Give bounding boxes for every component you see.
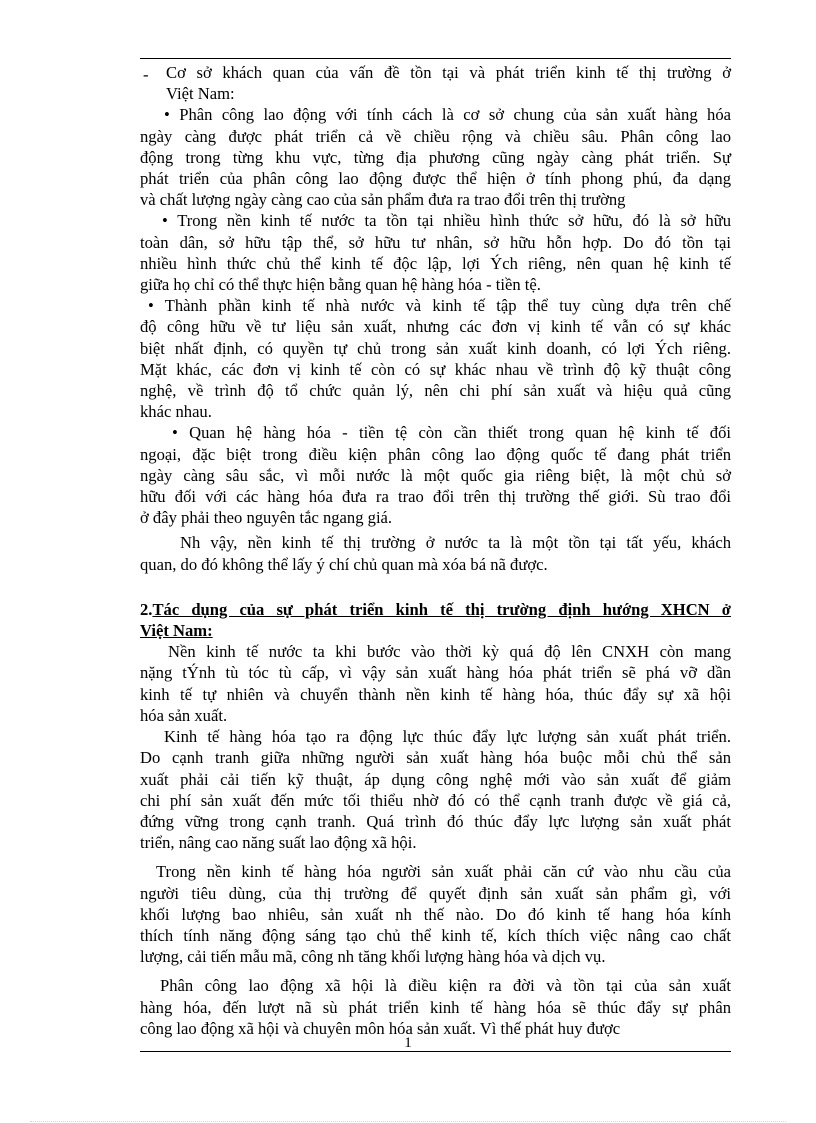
paragraph-line: Phân công lao động xã hội là điều kiện ra đời và tồn tại của sản xuất [160, 976, 731, 996]
section2-paragraph [140, 726, 731, 853]
paragraph-line: ngày càng sâu sắc, vì mỗi nước là một quốc gia riêng biệt, là một chủ sở [140, 465, 731, 485]
paragraph-line: thích tính năng động sáng tạo chủ thể kinh tế, kích thích việc nâng cao chất [140, 925, 731, 945]
paragraph-line: hóa sản xuất. [140, 705, 228, 725]
paragraph-line: xuất phải cải tiến kỹ thuật, áp dụng công nghệ mới vào sản xuất để giảm [140, 769, 731, 789]
section-title-line: Tác dụng của sự phát triển kinh tế thị trường định hướng XHCN ở [152, 599, 731, 619]
section-number: 2. [140, 599, 153, 619]
section1-paragraph [140, 210, 731, 295]
paragraph-line: chi phí sản xuất đến mức tối thiểu nhờ đó có thể cạnh tranh được về giá cả, [140, 790, 731, 810]
paragraph-line: kinh tế tự nhiên và chuyển thành nền kinh tế hàng hóa, thúc đẩy sự xã hội [140, 684, 731, 704]
dash-marker: - [143, 65, 149, 84]
paragraph-line: ở đây phải theo nguyên tắc ngang giá. [140, 508, 393, 528]
paragraph-line: • Quan hệ hàng hóa - tiền tệ còn cần thiết trong quan hệ kinh tế đối [172, 423, 731, 443]
paragraph-line: Kinh tế hàng hóa tạo ra động lực thúc đẩy lực lượng sản xuất phát triển. [164, 727, 731, 747]
intro-line: Cơ sở khách quan của vấn đề tồn tại và phát triển kinh tế thị trường ở [166, 63, 731, 82]
paragraph-line: và chất lượng ngày càng cao của sản phẩm đưa ra trao đổi trên thị trường [140, 190, 626, 210]
paragraph-line: • Trong nền kinh tế nước ta tồn tại nhiều hình thức sở hữu, đó là sở hữu [162, 211, 731, 231]
paragraph-line: Nền kinh tế nước ta khi bước vào thời kỳ quá độ lên CNXH còn mang [168, 642, 731, 662]
section1-paragraph [140, 295, 731, 422]
paragraph-line: lượng, cải tiến mẫu mã, công nh tăng khối lượng hàng hóa và dịch vụ. [140, 947, 606, 967]
page-number: 1 [404, 1035, 412, 1051]
paragraph-line: Trong nền kinh tế hàng hóa người sản xuất phải căn cứ vào nhu cầu của [156, 862, 731, 882]
paragraph-line: khối lượng bao nhiêu, sản xuất nh thế nào. Do đó kinh tế hang hóa kính [140, 904, 731, 924]
paragraph-line: quan, do đó không thể lấy ý chí chủ quan mà xóa bá nã được. [140, 554, 548, 574]
paragraph-line: độ công hữu về tư liệu sản xuất, nhưng các đơn vị kinh tế vẫn có sự khác [140, 317, 731, 337]
paragraph-line: Do cạnh tranh giữa những người sản xuất hàng hóa buộc mỗi chủ thể sản [140, 748, 731, 768]
paragraph-line: hữu đối với các hàng hóa đưa ra trao đổi trên thị trường thế giới. Sù trao đổi [140, 487, 731, 507]
paragraph-line: phát triển của phân công lao động được thể hiện ở tính phong phú, đa dạng [140, 169, 731, 189]
paragraph-line: • Thành phần kinh tế nhà nước và kinh tế tập thể tuy cùng dựa trên chế [148, 296, 731, 316]
paragraph-line: triển, nâng cao năng suất lao động xã hội. [140, 833, 417, 853]
paragraph-line: khác nhau. [140, 402, 212, 422]
section2-paragraph [140, 975, 731, 1039]
paragraph-line: giữa họ chỉ có thể thực hiện bằng quan hệ hàng hóa - tiền tệ. [140, 275, 541, 295]
section1-conclusion [140, 532, 731, 574]
header-rule [140, 58, 731, 59]
intro-line: Việt Nam: [166, 84, 235, 104]
paragraph-line: nhiều hình thức chủ thể kinh tế độc lập, lợi Ých riêng, nên quan hệ kinh tế [140, 253, 731, 273]
section-title-line: Việt Nam: [140, 621, 213, 641]
paragraph-line: ngày càng được phát triển cả về chiều rộng và chiều sâu. Phân công lao [140, 126, 731, 146]
paragraph-line: nghệ, về trình độ tổ chức quản lý, nên chi phí sản xuất và hiệu quả cũng [140, 381, 731, 401]
paragraph-line: Mặt khác, các đơn vị kinh tế còn có sự khác nhau về trình độ kỹ thuật công [140, 359, 731, 379]
paragraph-line: công lao động xã hội và chuyên môn hóa sản xuất. Vì thế phát huy được [140, 1018, 621, 1038]
section1-paragraph [140, 422, 731, 528]
section2-paragraph [140, 861, 731, 967]
paragraph-line: nặng tÝnh tù tóc tù cấp, vì vậy sản xuất hàng hóa phát triển sẽ phá vỡ dần [140, 663, 731, 683]
footer-rule [140, 1051, 731, 1052]
section1-intro [140, 62, 731, 104]
paragraph-line: đứng vững trong cạnh tranh. Quá trình đó thúc đẩy lực lượng sản xuất phát [140, 811, 731, 831]
section2-heading [140, 599, 731, 641]
paragraph-line: • Phân công lao động với tính cách là cơ sở chung của sản xuất hàng hóa [164, 105, 731, 125]
section1-paragraph [140, 104, 731, 210]
paragraph-line: Nh vậy, nền kinh tế thị trường ở nước ta là một tồn tại tất yếu, khách [180, 533, 731, 553]
paragraph-line: người tiêu dùng, của thị trường để quyết định sản xuất sản phẩm gì, với [140, 883, 731, 903]
paragraph-line: ngoại, đặc biệt trong điều kiện phân công lao động quốc tế đang phát triển [140, 444, 731, 464]
section2-paragraph [140, 641, 731, 726]
paragraph-line: biệt nhất định, có quyền tự chủ trong sản xuất kinh doanh, có lợi Ých riêng. [140, 338, 731, 358]
paragraph-line: động trong từng khu vực, từng địa phương cũng ngày càng phát triển. Sự [140, 147, 731, 167]
page-body [140, 62, 731, 1039]
page-edge-dots [30, 1121, 786, 1122]
paragraph-line: toàn dân, sở hữu tập thể, sở hữu tư nhân, sở hữu hỗn hợp. Do đó tồn tại [140, 232, 731, 252]
paragraph-line: hàng hóa, đến lượt nã sù phát triển kinh tế hàng hóa sẽ thúc đẩy sự phân [140, 997, 731, 1017]
